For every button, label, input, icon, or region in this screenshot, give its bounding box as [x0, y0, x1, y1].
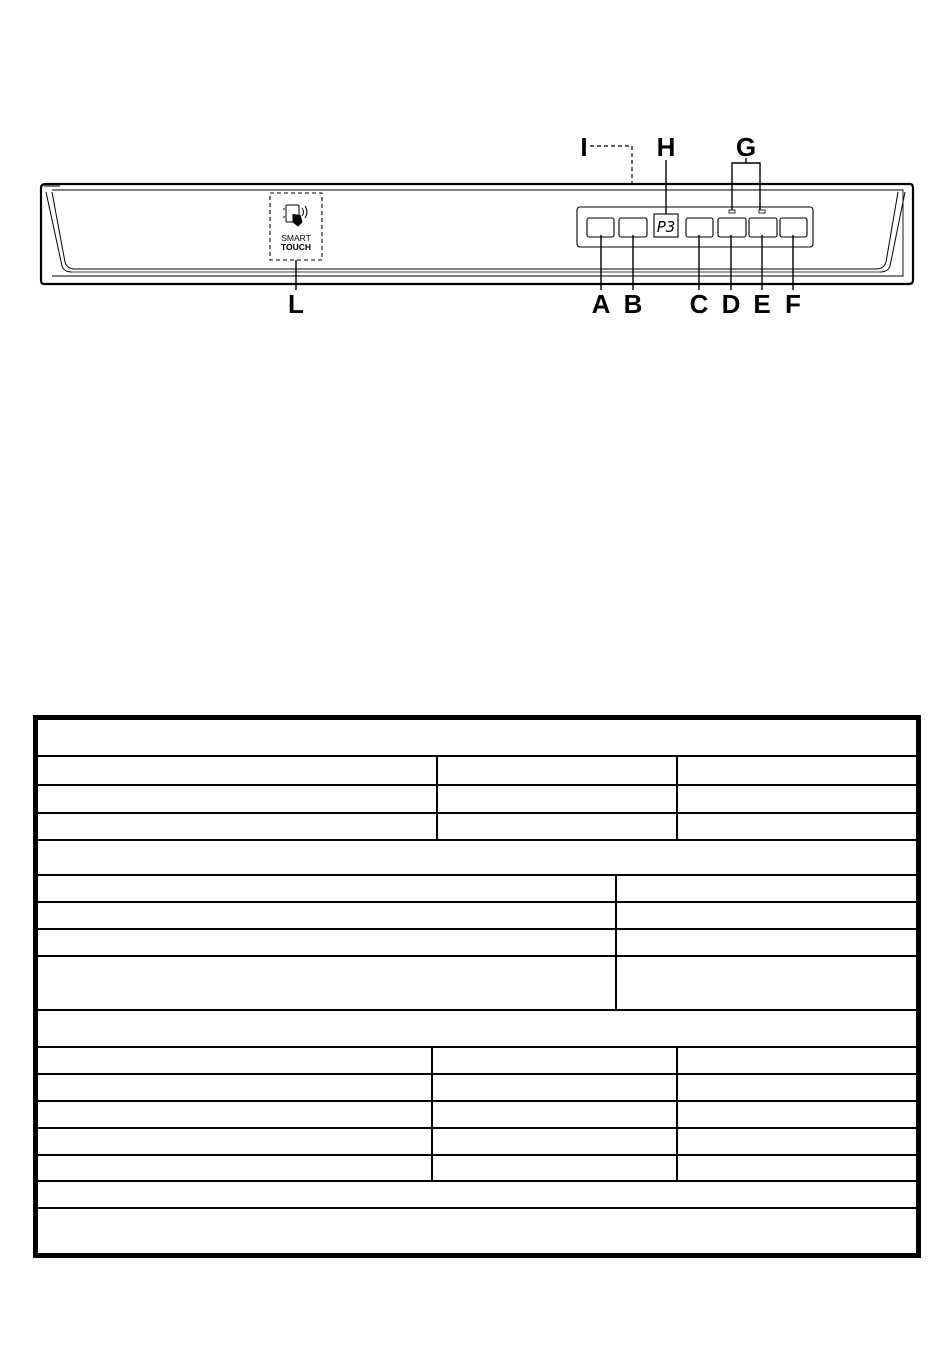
table-row: [38, 757, 916, 786]
button-b[interactable]: [619, 218, 647, 237]
indicator-led-1: [729, 210, 735, 213]
indicator-led-2: [759, 210, 765, 213]
button-c[interactable]: [686, 218, 713, 237]
spec-table: [33, 715, 921, 1258]
callout-g: G: [735, 132, 757, 162]
table-cell: [676, 786, 916, 812]
display-value: P3: [656, 218, 676, 236]
table-cell: [38, 1102, 431, 1127]
button-a[interactable]: [587, 218, 614, 237]
callout-a: A: [591, 289, 611, 319]
table-row: [38, 903, 916, 930]
table-section-header: [38, 1011, 916, 1048]
table-row: [38, 1102, 916, 1129]
control-panel-diagram: [0, 0, 950, 330]
table-cell: [38, 786, 436, 812]
callout-c: C: [689, 289, 709, 319]
table-cell: [676, 1129, 916, 1154]
table-cell: [615, 876, 916, 901]
table-section-header: [38, 841, 916, 876]
table-cell: [676, 1048, 916, 1073]
smart-label: SMART: [281, 233, 311, 243]
table-cell: [431, 1156, 676, 1180]
table-cell: [676, 1156, 916, 1180]
callout-d: D: [721, 289, 741, 319]
touch-label: TOUCH: [280, 242, 312, 252]
nfc-phone-icon: [284, 205, 307, 226]
callout-f: F: [785, 289, 801, 319]
smart-touch-area: [270, 193, 322, 260]
table-cell: [436, 814, 676, 839]
button-d[interactable]: [718, 218, 746, 237]
table-cell: [38, 1129, 431, 1154]
table-cell: [615, 903, 916, 928]
table-cell: [436, 786, 676, 812]
callout-h: H: [656, 132, 676, 162]
table-row: [38, 1048, 916, 1075]
button-f[interactable]: [780, 218, 807, 237]
table-cell: [38, 903, 615, 928]
table-row: [38, 814, 916, 841]
button-e[interactable]: [749, 218, 777, 237]
table-row: [38, 1129, 916, 1156]
table-row: [38, 957, 916, 1011]
button-strip: [577, 207, 813, 247]
table-cell: [38, 814, 436, 839]
table-cell: [676, 1102, 916, 1127]
table-row: [38, 1156, 916, 1182]
table-cell: [676, 1075, 916, 1100]
table-cell: [676, 814, 916, 839]
table-cell: [38, 957, 615, 1009]
table-row: [38, 930, 916, 957]
table-cell: [431, 1075, 676, 1100]
table-cell: [38, 757, 436, 784]
table-cell: [38, 930, 615, 955]
table-row: [38, 876, 916, 903]
table-cell: [615, 957, 916, 1009]
table-section-header: [38, 1182, 916, 1209]
callout-b: B: [623, 289, 643, 319]
table-cell: [38, 1048, 431, 1073]
table-row: [38, 1075, 916, 1102]
table-cell: [431, 1048, 676, 1073]
table-section-header: [38, 720, 916, 757]
table-cell: [431, 1102, 676, 1127]
table-cell: [38, 1156, 431, 1180]
table-cell: [38, 1075, 431, 1100]
callout-e: E: [753, 289, 771, 319]
table-cell: [38, 876, 615, 901]
table-cell: [431, 1129, 676, 1154]
table-row: [38, 1209, 916, 1253]
table-cell: [676, 757, 916, 784]
callout-i: I: [580, 132, 588, 162]
table-row: [38, 786, 916, 814]
table-cell: [615, 930, 916, 955]
table-cell: [436, 757, 676, 784]
panel-body: [41, 184, 913, 284]
callout-l: L: [288, 289, 304, 319]
